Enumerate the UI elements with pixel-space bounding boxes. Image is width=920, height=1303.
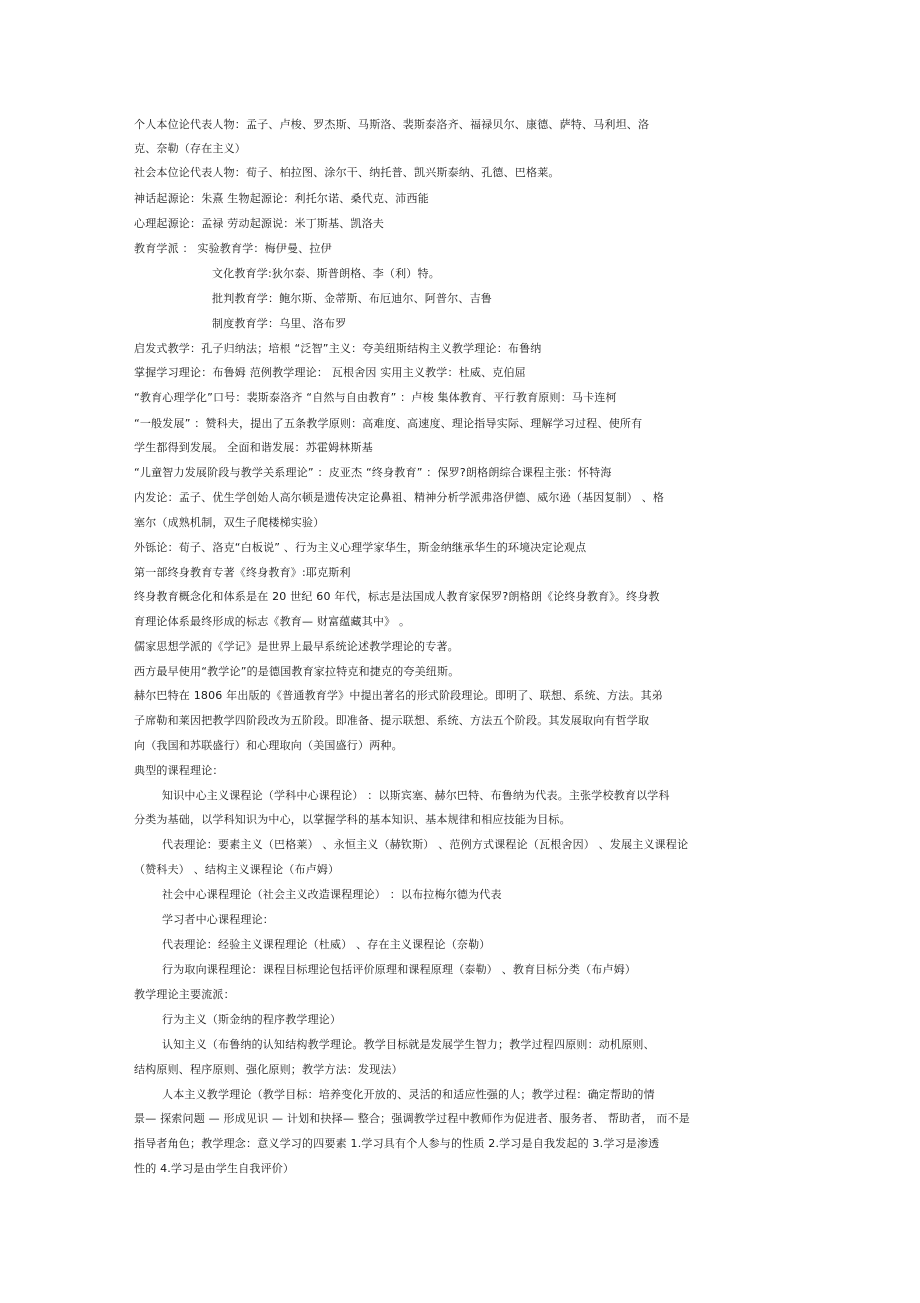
- text-line: 外铄论：荀子、洛克“白板说” 、行为主义心理学家华生，斯金纳继承华生的环境决定论观点: [134, 541, 587, 554]
- text-line: 内发论：孟子、优生学创始人高尔顿是遗传决定论鼻祖、精神分析学派弗洛伊德、威尔逊（基因复制） 、格: [134, 491, 665, 504]
- text-line: 心理起源论：孟禄 劳动起源说：米丁斯基、凯洛夫: [134, 217, 385, 230]
- text-line: 儒家思想学派的《学记》是世界上最早系统论述教学理论的专著。: [134, 640, 459, 653]
- text-line: 向（我国和苏联盛行）和心理取向（美国盛行）两种。: [134, 739, 403, 752]
- text-line: 知识中心主义课程论（学科中心课程论） ：以斯宾塞、赫尔巴特、布鲁纳为代表。主张学校教育以学科: [162, 789, 670, 802]
- text-line: 育理论体系最终形成的标志《教育— 财富蕴藏其中》 。: [134, 615, 411, 628]
- text-line: 第一部终身教育专著《终身教育》:耶克斯利: [134, 566, 351, 579]
- text-line: 景— 探索问题 — 形成见识 — 计划和抉择— 整合；强调教学过程中教师作为促进者、服务者、 帮助者， 而不是: [134, 1112, 690, 1125]
- text-line: 批判教育学：鲍尔斯、金蒂斯、布厄迪尔、阿普尔、吉鲁: [212, 292, 492, 305]
- text-line: “儿童智力发展阶段与教学关系理论” ：皮亚杰 “终身教育” ：保罗?朗格朗综合课程主张：怀特海: [134, 466, 612, 479]
- text-line: 性的 4.学习是由学生自我评价）: [134, 1162, 295, 1175]
- text-line: 人本主义教学理论（教学目标：培养变化开放的、灵活的和适应性强的人；教学过程：确定帮助的情: [162, 1088, 655, 1101]
- text-line: 学生都得到发展。 全面和谐发展：苏霍姆林斯基: [134, 441, 373, 454]
- text-line: 结构原则、程序原则、强化原则；教学方法：发现法）: [134, 1063, 403, 1076]
- text-line: 代表理论：经验主义课程理论（杜威） 、存在主义课程论（奈勒）: [162, 938, 491, 951]
- text-line: 认知主义（布鲁纳的认知结构教学理论。教学目标就是发展学生智力；教学过程四原则：动机原则、: [162, 1038, 655, 1051]
- text-line: 塞尔（成熟机制，双生子爬楼梯实验）: [134, 516, 325, 529]
- text-line: 西方最早使用“教学论”的是德国教育家拉特克和捷克的夸美纽斯。: [134, 665, 460, 678]
- text-line: 学习者中心课程理论：: [162, 913, 274, 926]
- text-line: 社会本位论代表人物：荀子、柏拉图、涂尔干、纳托普、凯兴斯泰纳、孔德、巴格莱。: [134, 166, 560, 179]
- text-line: 代表理论：要素主义（巴格莱） 、永恒主义（赫钦斯） 、范例方式课程论（瓦根舍因） 、发展主义课程论: [162, 838, 689, 851]
- text-line: 社会中心课程理论（社会主义改造课程理论） ：以布拉梅尔德为代表: [162, 888, 502, 901]
- text-line: 行为取向课程理论：课程目标理论包括评价原理和课程原理（泰勒） 、教育目标分类（布卢姆）: [162, 963, 637, 976]
- text-line: 克、奈勒（存在主义）: [134, 142, 246, 155]
- text-line: 子席勒和莱因把教学四阶段改为五阶段。即准备、提示联想、系统、方法五个阶段。其发展取向有哲学取: [134, 714, 650, 727]
- text-line: 指导者角色；教学理念：意义学习的四要素 1.学习具有个人参与的性质 2.学习是自我发起的 3.学习是渗透: [134, 1137, 660, 1150]
- text-line: （赞科夫） 、结构主义课程论（布卢姆）: [134, 863, 340, 876]
- text-line: 终身教育概念化和体系是在 20 世纪 60 年代，标志是法国成人教育家保罗?朗格朗《论终身教育》。终身教: [134, 590, 660, 603]
- section-heading: 教学理论主要流派：: [134, 988, 235, 1001]
- text-line: 个人本位论代表人物：孟子、卢梭、罗杰斯、马斯洛、裴斯泰洛齐、福禄贝尔、康德、萨特、马利坦、洛: [134, 118, 650, 131]
- text-line: 文化教育学:狄尔泰、斯普朗格、李（利）特。: [212, 267, 440, 280]
- text-line: “一般发展” ：赞科夫，提出了五条教学原则：高难度、高速度、理论指导实际、理解学习过程、使所有: [134, 417, 643, 430]
- text-line: 掌握学习理论：布鲁姆 范例教学理论： 瓦根舍因 实用主义教学：杜威、克伯屈: [134, 366, 526, 379]
- text-line: 启发式教学：孔子归纳法；培根 “泛智”主义：夸美纽斯结构主义教学理论：布鲁纳: [134, 342, 542, 355]
- text-line: 赫尔巴特在 1806 年出版的《普通教育学》中提出著名的形式阶段理论。即明了、联想、系统、方法。其弟: [134, 689, 663, 702]
- text-line: 分类为基础，以学科知识为中心，以掌握学科的基本知识、基本规律和相应技能为目标。: [134, 813, 571, 826]
- text-line: 神话起源论：朱熹 生物起源论：利托尔诺、桑代克、沛西能: [134, 192, 429, 205]
- text-line: 制度教育学：乌里、洛布罗: [212, 317, 347, 330]
- text-line: 行为主义（斯金纳的程序教学理论）: [162, 1013, 342, 1026]
- text-line: 教育学派 ： 实验教育学：梅伊曼、拉伊: [134, 242, 332, 255]
- section-heading: 典型的课程理论：: [134, 764, 224, 777]
- text-line: “教育心理学化”口号：裴斯泰洛齐 “自然与自由教育” ：卢梭 集体教育、平行教育原则：马卡连柯: [134, 391, 617, 404]
